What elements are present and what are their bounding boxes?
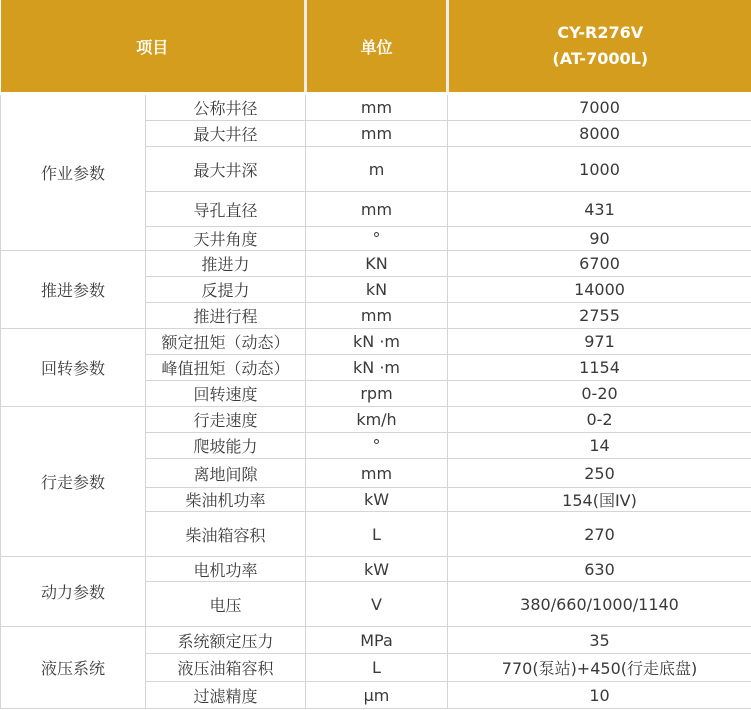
- value-cell: 630: [448, 557, 751, 582]
- unit-cell: km/h: [306, 407, 448, 433]
- unit-cell: °: [306, 227, 448, 251]
- item-cell: 柴油箱容积: [146, 512, 306, 557]
- unit-cell: °: [306, 433, 448, 459]
- unit-cell: kN: [306, 277, 448, 303]
- group-cell: 液压系统: [1, 627, 146, 709]
- value-cell: 971: [448, 329, 751, 355]
- item-cell: 反提力: [146, 277, 306, 303]
- item-cell: 柴油机功率: [146, 488, 306, 512]
- item-cell: 系统额定压力: [146, 627, 306, 654]
- unit-cell: rpm: [306, 381, 448, 407]
- unit-cell: L: [306, 512, 448, 557]
- table-row: [1, 557, 751, 582]
- unit-cell: mm: [306, 94, 448, 121]
- group-cell: 作业参数: [1, 94, 146, 251]
- group-cell: 行走参数: [1, 407, 146, 557]
- unit-cell: mm: [306, 303, 448, 329]
- table-row: [1, 251, 751, 277]
- group-cell: 推进参数: [1, 251, 146, 329]
- item-cell: 额定扭矩（动态）: [146, 329, 306, 355]
- unit-cell: V: [306, 582, 448, 627]
- value-cell: 250: [448, 459, 751, 488]
- item-cell: 离地间隙: [146, 459, 306, 488]
- unit-cell: mm: [306, 121, 448, 147]
- table-row: [1, 329, 751, 355]
- value-cell: 1000: [448, 147, 751, 192]
- unit-cell: μm: [306, 682, 448, 709]
- unit-cell: kN ·m: [306, 355, 448, 381]
- group-cell: 回转参数: [1, 329, 146, 407]
- unit-cell: kW: [306, 488, 448, 512]
- value-cell: 7000: [448, 94, 751, 121]
- value-cell: 1154: [448, 355, 751, 381]
- item-cell: 行走速度: [146, 407, 306, 433]
- header-cell-model: [448, 0, 751, 94]
- unit-cell: kN ·m: [306, 329, 448, 355]
- header-cell-item: 项目: [1, 0, 306, 94]
- item-cell: 电压: [146, 582, 306, 627]
- item-cell: 最大井径: [146, 121, 306, 147]
- value-cell: 0-20: [448, 381, 751, 407]
- table-body: [1, 94, 751, 709]
- value-cell: 154(国IV): [448, 488, 751, 512]
- value-cell: 10: [448, 682, 751, 709]
- item-cell: 液压油箱容积: [146, 654, 306, 682]
- unit-cell: MPa: [306, 627, 448, 654]
- unit-cell: mm: [306, 459, 448, 488]
- item-cell: 电机功率: [146, 557, 306, 582]
- value-cell: 270: [448, 512, 751, 557]
- value-cell: 770(泵站)+450(行走底盘): [448, 654, 751, 682]
- value-cell: 90: [448, 227, 751, 251]
- value-cell: 0-2: [448, 407, 751, 433]
- model-alt-name: (AT-7000L): [552, 49, 649, 68]
- table-row: [1, 94, 751, 121]
- value-cell: 8000: [448, 121, 751, 147]
- value-cell: 35: [448, 627, 751, 654]
- item-cell: 峰值扭矩（动态）: [146, 355, 306, 381]
- value-cell: 431: [448, 192, 751, 227]
- header-cell-unit: 单位: [306, 0, 448, 94]
- item-cell: 天井角度: [146, 227, 306, 251]
- unit-cell: kW: [306, 557, 448, 582]
- item-cell: 公称井径: [146, 94, 306, 121]
- model-name: CY-R276V: [557, 23, 644, 42]
- value-cell: 14000: [448, 277, 751, 303]
- unit-cell: mm: [306, 192, 448, 227]
- unit-cell: L: [306, 654, 448, 682]
- item-cell: 爬坡能力: [146, 433, 306, 459]
- item-cell: 推进力: [146, 251, 306, 277]
- table-row: [1, 627, 751, 654]
- group-cell: 动力参数: [1, 557, 146, 627]
- value-cell: 2755: [448, 303, 751, 329]
- item-cell: 导孔直径: [146, 192, 306, 227]
- item-cell: 回转速度: [146, 381, 306, 407]
- value-cell: 380/660/1000/1140: [448, 582, 751, 627]
- item-cell: 推进行程: [146, 303, 306, 329]
- unit-cell: m: [306, 147, 448, 192]
- table-row: [1, 407, 751, 433]
- value-cell: 6700: [448, 251, 751, 277]
- value-cell: 14: [448, 433, 751, 459]
- item-cell: 过滤精度: [146, 682, 306, 709]
- item-cell: 最大井深: [146, 147, 306, 192]
- table-header: [1, 0, 751, 94]
- unit-cell: KN: [306, 251, 448, 277]
